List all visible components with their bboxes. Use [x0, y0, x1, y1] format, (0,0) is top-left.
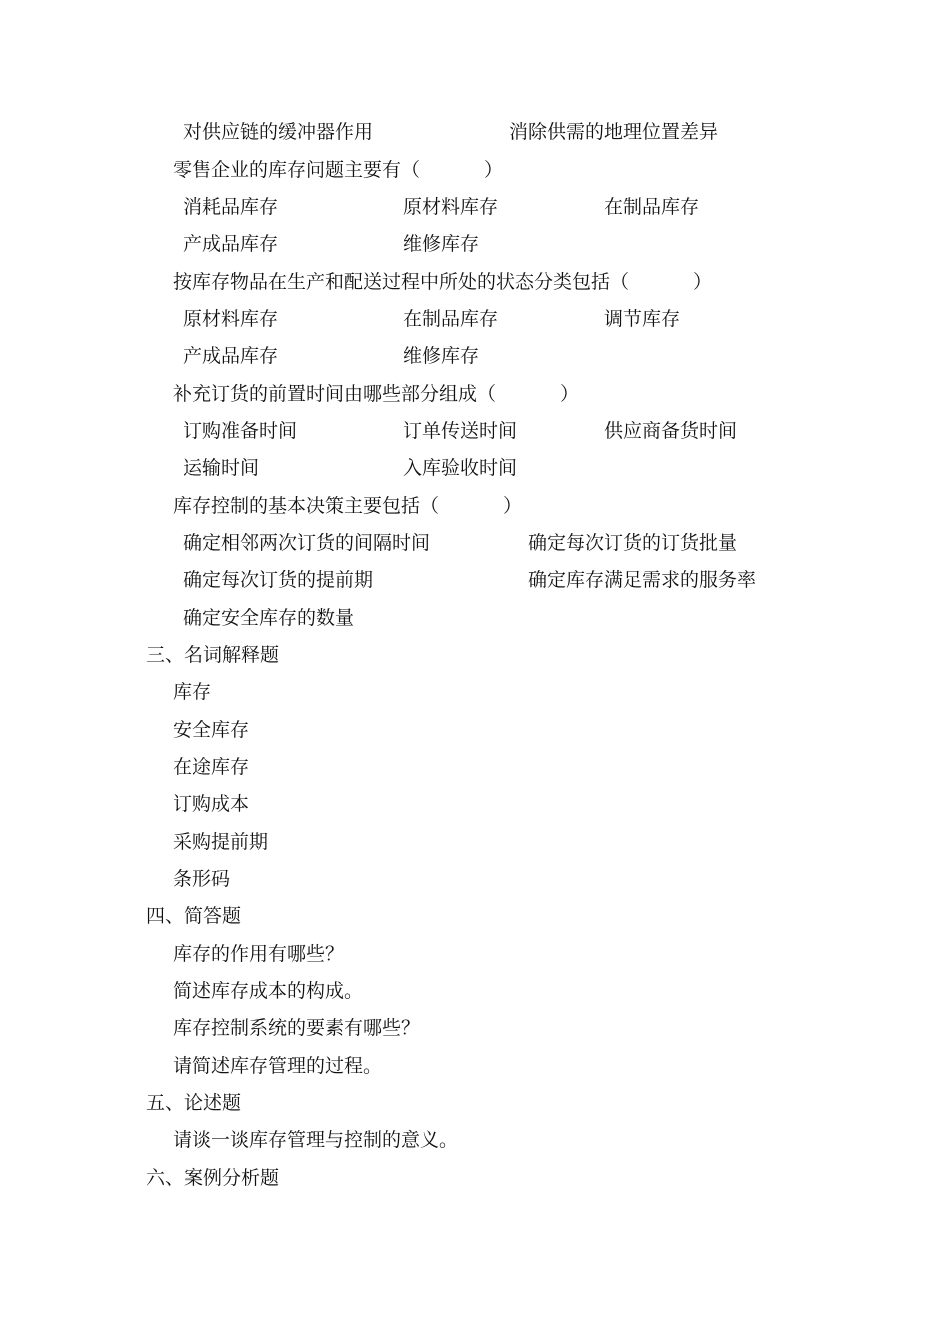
essay-item: 请谈一谈库存管理与控制的意义。 [173, 1129, 459, 1151]
term-item: 条形码 [173, 868, 231, 890]
question-stem-text: 零售企业的库存问题主要有（ [173, 159, 421, 181]
option-item: 确定安全库存的数量 [183, 607, 355, 629]
short-answer-item: 库存控制系统的要素有哪些？ [173, 1017, 421, 1039]
option-item: 对供应链的缓冲器作用 [183, 121, 374, 143]
option-item: 在制品库存 [403, 308, 499, 330]
option-item: 确定相邻两次订货的间隔时间 [183, 532, 431, 554]
option-item: 原材料库存 [403, 196, 499, 218]
section-heading-terms: 三、名词解释题 [146, 644, 280, 666]
option-item: 原材料库存 [183, 308, 279, 330]
option-item: 确定每次订货的提前期 [183, 569, 374, 591]
option-item: 维修库存 [403, 345, 480, 367]
question-stem [173, 157, 503, 183]
section-heading-short-answer: 四、简答题 [146, 905, 242, 927]
option-item: 确定库存满足需求的服务率 [528, 569, 757, 591]
short-answer-item: 库存的作用有哪些？ [173, 943, 345, 965]
option-item: 入库验收时间 [403, 457, 518, 479]
question-stem [173, 269, 712, 295]
section-heading-case: 六、案例分析题 [146, 1167, 280, 1189]
question-stem-text: 按库存物品在生产和配送过程中所处的状态分类包括（ [173, 271, 630, 293]
option-item: 供应商备货时间 [604, 420, 738, 442]
short-answer-item: 请简述库存管理的过程。 [173, 1055, 383, 1077]
question-stem [173, 493, 522, 519]
option-item: 产成品库存 [183, 233, 279, 255]
term-item: 库存 [173, 681, 212, 703]
option-item: 确定每次订货的订货批量 [528, 532, 738, 554]
term-item: 在途库存 [173, 756, 250, 778]
term-item: 采购提前期 [173, 831, 269, 853]
option-item: 消耗品库存 [183, 196, 279, 218]
option-item: 订购准备时间 [183, 420, 298, 442]
answer-paren-close: ） [484, 159, 504, 181]
question-stem-text: 补充订货的前置时间由哪些部分组成（ [173, 383, 497, 405]
short-answer-item: 简述库存成本的构成。 [173, 980, 364, 1002]
question-stem [173, 381, 579, 407]
question-stem-text: 库存控制的基本决策主要包括（ [173, 495, 440, 517]
option-item: 运输时间 [183, 457, 260, 479]
answer-paren-close: ） [503, 495, 523, 517]
option-item: 消除供需的地理位置差异 [509, 121, 719, 143]
answer-paren-close: ） [693, 271, 713, 293]
option-item: 在制品库存 [604, 196, 700, 218]
option-item: 调节库存 [604, 308, 681, 330]
section-heading-essay: 五、论述题 [146, 1092, 242, 1114]
term-item: 订购成本 [173, 793, 250, 815]
answer-paren-close: ） [560, 383, 580, 405]
option-item: 订单传送时间 [403, 420, 518, 442]
term-item: 安全库存 [173, 719, 250, 741]
option-item: 维修库存 [403, 233, 480, 255]
option-item: 产成品库存 [183, 345, 279, 367]
